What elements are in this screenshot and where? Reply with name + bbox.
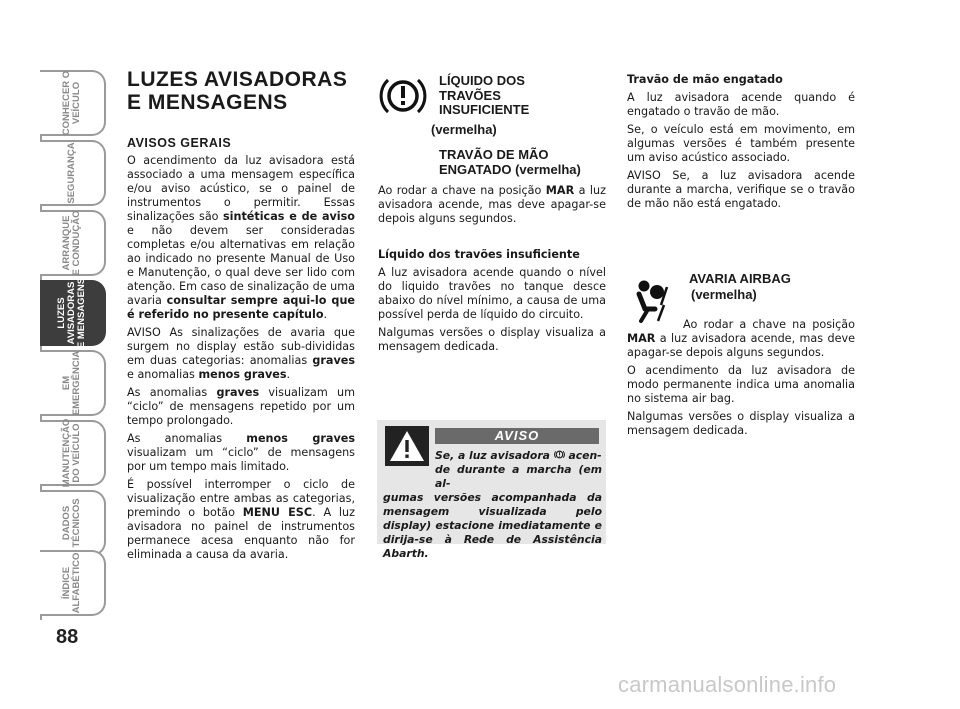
tab-em-emergencia[interactable]: EM EMERGÊNCIA <box>40 350 106 416</box>
brake-warning-icon <box>378 71 428 121</box>
handbrake-heading: TRAVÃO DE MÃO ENGATADO (vermelha) <box>439 147 581 177</box>
general-warnings-section <box>127 136 355 566</box>
tab-arranque-e-conducao[interactable]: ARRANQUE E CONDUÇÃO <box>40 210 106 276</box>
brake-section <box>378 184 606 358</box>
paragraph: Se, o veículo está em movimento, em algumas versões é também presente um aviso acústico associado. <box>627 123 855 164</box>
paragraph: O acendimento da luz avisadora está associado a uma mensagem específica e/ou aviso acústico, se o painel de instrumentos o permitir. Essas sinalizações são sintéticas e de aviso e não devem ser consideradas completas e/ou alternativas em relação ao indicado no presente Manual de Uso e Manutenção, o qual deve ser lido com atenção. Em caso de sinalização de uma avaria consultar sempre aqui-lo que é referido no presente capítulo. <box>127 154 355 321</box>
paragraph: É possível interromper o ciclo de visualização entre ambas as categorias, premindo o botão MENU ESC. A luz avisadora no painel de instrumentos permanece acesa enquanto não for eliminada a causa da avaria. <box>127 478 355 561</box>
brake-warning-small-icon <box>554 449 565 460</box>
tab-conhecer-o-veiculo[interactable]: CONHECER O VEÍCULO <box>40 70 106 136</box>
paragraph: AVISO Se, a luz avisadora acende durante a marcha, verifique se o travão de mão não está engatado. <box>627 169 855 210</box>
tab-indice-alfabetico[interactable]: ÍNDICE ALFABÉTICO <box>40 550 106 616</box>
handbrake-section <box>627 73 855 215</box>
warning-text: Se, a luz avisadora acen- de durante a marcha (em al- gumas versões acompanhada da mensagem visualizada pelo display) estacione imediatamente e dirija-se à Rede de Assistência Abarth. <box>383 449 602 560</box>
paragraph: Nalgumas versões o display visualiza a mensagem dedicada. <box>627 410 855 437</box>
warning-box <box>377 420 606 560</box>
section-heading: AVISOS GERAIS <box>127 136 232 150</box>
watermark: carmanualsonline.info <box>618 672 837 697</box>
paragraph: Ao rodar a chave na posição MAR a luz avisadora acende, mas deve apagar-se depois alguns segundos. <box>378 184 606 225</box>
subheading: Travão de mão engatado <box>627 73 783 86</box>
paragraph: A luz avisadora acende quando é engatado o travão de mão. <box>627 91 855 118</box>
page-title: LUZES AVISADORAS E MENSAGENS <box>127 68 348 114</box>
tab-dados-tecnicos[interactable]: DADOS TÉCNICOS <box>40 490 106 556</box>
tab-luzes-avisadoras[interactable]: LUZES AVISADORAS E MENSAGENS <box>40 280 106 346</box>
airbag-heading: AVARIA AIRBAG (vermelha) <box>689 271 791 302</box>
paragraph: As anomalias menos graves visualizam um “ciclo” de mensagens por um tempo mais limitado. <box>127 432 355 473</box>
brake-fluid-color: (vermelha) <box>431 122 497 137</box>
page-number: 88 <box>56 626 79 648</box>
paragraph: Ao rodar a chave na posição MAR a luz avisadora acende, mas deve apagar-se depois alguns segundos. <box>627 318 855 359</box>
warning-label: AVISO <box>435 428 599 444</box>
paragraph: As anomalias graves visualizam um “ciclo” de mensagens repetido por um tempo prolongado. <box>127 386 355 427</box>
subheading: Líquido dos travões insuficiente <box>378 248 580 261</box>
paragraph: AVISO As sinalizações de avaria que surgem no display estão sub-divididas em duas categorias: anomalias graves e anomalias menos graves. <box>127 326 355 381</box>
tab-manutencao[interactable]: MANUTENÇÃO DO VEÍCULO <box>40 420 106 486</box>
paragraph: A luz avisadora acende quando o nível do liquido travões no tanque desce abaixo do nível mínimo, a causa de uma possível perda de líquido do circuito. <box>378 266 606 321</box>
paragraph: O acendimento da luz avisadora de modo permanente indica uma anomalia no sistema air bag. <box>627 364 855 405</box>
tab-seguranca[interactable]: SEGURANÇA <box>40 140 106 206</box>
brake-fluid-heading: LÍQUIDO DOS TRAVÕES INSUFICIENTE <box>439 73 530 117</box>
paragraph: Nalgumas versões o display visualiza a mensagem dedicada. <box>378 326 606 353</box>
airbag-section <box>627 318 855 442</box>
